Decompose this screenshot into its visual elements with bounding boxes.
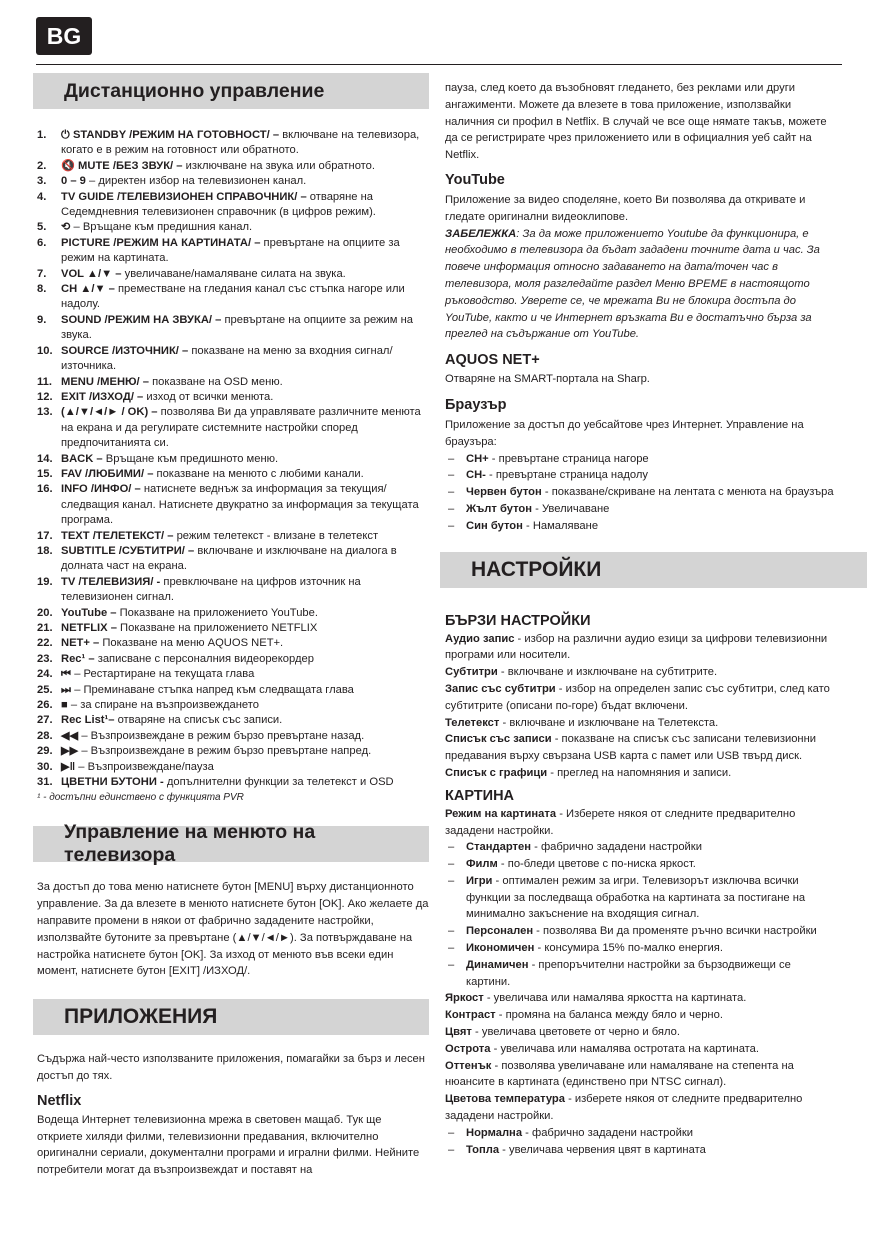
quick-setting-item [445,664,836,681]
browser-control-item [440,451,836,468]
aquos-text: Отваряне на SMART-портала на Sharp. [445,373,650,386]
setting-text: - изберете някоя от следните предварително зададени настройки. [445,1093,803,1123]
quick-setting-item [445,715,836,732]
item-body [61,220,429,235]
item-body [61,760,429,775]
item-body [61,636,429,651]
item-number: 10. [37,344,53,357]
item-number: 26. [37,699,53,712]
remote-button-label: ЦВЕТНИ БУТОНИ - [61,776,164,789]
item-body [61,128,429,159]
picture-modes-list [440,839,836,990]
remote-button-label: (▲/▼/◄/► / OK) – [61,406,158,419]
color-temp-list [440,1125,836,1159]
remote-list-item [33,174,429,189]
item-number: 31. [37,776,53,789]
dash-bullet: – [448,502,455,515]
dash-item-label: Топла [466,1143,500,1156]
setting-label: Запис със субтитри [445,682,556,695]
netflix-text-part2: пауза, след което да възобновят гледането, без реклами или други ангажименти. Можете да влезете в това приложение, използвайки наличния си профил в Netflix. В случай че все още нямате такъв, можете да се регистрирате чрез приложението или в официалния уеб сайт на Netflix. [445,82,827,162]
item-body [61,621,429,636]
item-body [61,652,429,667]
remote-button-description: отваряне на Седемдневния телевизионен справочник (в цифров режим). [61,190,376,219]
remote-button-description: показване на менюто с любими канали. [153,467,364,480]
remote-button-description: увеличаване/намаляване силата на звука. [121,267,346,280]
item-number: 29. [37,745,53,758]
remote-button-description: – за спиране на възпроизвеждането [70,699,259,712]
remote-button-label: NETFLIX – [61,622,117,634]
setting-text: - избор на определен запис със субтитри, след като субтитрите (описани по-горе) бъдат включени. [445,682,830,712]
item-number: 17. [37,529,53,542]
remote-button-label: SOUND /РЕЖИМ НА ЗВУКА/ – [61,313,222,326]
quick-setting-item [445,765,836,782]
item-body [61,698,429,713]
remote-list-item [33,159,429,174]
remote-button-icon: ■ [61,699,68,712]
dash-item-body [466,923,817,940]
remote-button-label: BACK – [61,452,103,465]
dash-item-text: - консумира 15% по-малко енергия. [534,942,723,955]
remote-button-label: TV GUIDE /ТЕЛЕВИЗИОНЕН СПРАВОЧНИК/ – [61,190,307,203]
color-temp-item [440,1142,836,1159]
quick-setting-item [445,681,836,715]
remote-button-label: MUTE /БЕЗ ЗВУК/ – [78,159,183,172]
aquos-title: AQUOS NET+ [445,352,540,369]
setting-text: - увеличава цветовете от черно и бяло. [471,1026,680,1039]
browser-text: Приложение за достъп до уебсайтове чрез Интернет. Управление на браузъра: [445,418,804,448]
setting-label: Яркост [445,992,484,1005]
setting-text: - избор на различни аудио езици за цифрови телевизионни програми или носители. [445,632,828,662]
remote-button-description: – Възпроизвеждане в режим бързо превъртане напред. [81,745,372,758]
remote-list-item [33,128,429,159]
dash-item-body [466,1125,693,1142]
dash-item-text: - фабрично зададени настройки [522,1126,693,1139]
remote-list-item [33,375,429,390]
item-body [61,744,429,759]
dash-item-label: Син бутон [466,519,523,532]
dash-item-label: Динамичен [466,958,529,971]
item-number: 19. [37,575,53,588]
youtube-title: YouTube [445,171,505,188]
remote-list-item [33,452,429,467]
picture-setting-item [445,1007,836,1024]
setting-label: Аудио запис [445,632,515,645]
remote-list-item [33,621,429,636]
language-badge: BG [36,17,92,55]
item-body [61,267,429,282]
item-number: 3. [37,175,47,188]
item-number: 4. [37,190,47,203]
remote-button-description: преместване на гледания канал със стъпка нагоре или надолу. [61,283,405,311]
menu-section-title: Управление на менюто на телевизора [33,826,429,862]
dash-bullet: – [448,841,455,854]
dash-item-text: - фабрично зададени настройки [531,841,702,854]
remote-list-item [33,683,429,698]
remote-button-description: режим телетекст - влизане в телетекст [173,529,379,542]
remote-button-description: превъртане на опциите за режим на звука. [61,313,413,342]
dash-bullet: – [448,925,455,938]
setting-text: - включване и изключване на субтитрите. [497,666,718,679]
item-body [61,159,429,174]
youtube-text: Приложение за видео споделяне, което Ви позволява да откривате и гледате оригинални видеоклипове. [445,193,806,223]
remote-button-description: допълнителни функции за телетекст и OSD [163,776,394,789]
item-number: 28. [37,729,53,742]
dash-item-body [466,484,834,501]
top-divider [36,64,842,65]
item-number: 18. [37,544,53,557]
dash-item-text: - Намаляване [522,519,599,532]
browser-control-item [440,518,836,535]
remote-button-description: – Рестартиране на текущата глава [74,668,255,681]
remote-button-label: CH ▲/▼ – [61,283,115,296]
browser-control-item [440,467,836,484]
remote-button-icon: ◀◀ [61,729,79,742]
remote-button-description: позволява Ви да управлявате различните менюта на екрана и да регулирате системните настройки според предпочитанията си. [61,406,421,450]
item-body [61,606,429,621]
remote-button-description: записване с персоналния видеорекордер [94,652,314,665]
dash-bullet: – [448,958,455,971]
item-body [61,452,429,467]
menu-section-body: За достъп до това меню натиснете бутон [MENU] върху дистанционното управление. За да влезете в менюто натиснете бутон [OK]. Ако желаете да направите промени в някои от фабрично зададените настройки, използвайте бутоните за превъртане (▲/▼/◄/►). За потвърждаване на настройка натиснете бутон [OK]. За изход от менюто във всеки един момент, натиснете бутон [EXIT] /ИЗХОД/. [37,881,429,978]
setting-label: Списък с графици [445,766,548,779]
remote-button-icon: 🔇 [61,159,75,172]
item-number: 11. [37,375,52,388]
item-body [61,236,429,267]
browser-list [440,451,836,535]
dash-item-label: CH- [466,469,486,482]
item-number: 21. [37,622,53,634]
remote-list-item [33,606,429,621]
dash-item-body [466,957,836,991]
item-body [61,667,429,682]
picture-setting-item [445,1024,836,1041]
dash-bullet: – [448,874,455,887]
remote-list-item [33,220,429,235]
item-body [61,313,429,344]
setting-text: - преглед на напомняния и записи. [547,766,732,779]
dash-item-text: - позволява Ви да променяте ръчно всички настройки [533,925,817,938]
setting-text: - промяна на баланса между бяло и черно. [495,1009,723,1022]
dash-item-label: CH+ [466,452,489,465]
remote-button-description: отваряне на списък със записи. [114,714,283,727]
item-body [61,729,429,744]
picture-setting-item [445,1041,836,1058]
remote-button-icon: ⏻ [61,129,70,141]
item-body [61,282,429,313]
remote-button-label: NET+ – [61,637,100,650]
browser-control-item [440,484,836,501]
dash-item-label: Жълт бутон [466,502,533,515]
youtube-note-text: : За да може приложението Youtube да функционира, е необходимо в телевизора да бъдат зададени точните дата и час. За повече информация относно задаването на дата/точен час в телевизора, моля разгледайте раздел Меню ВРЕМЕ в настоящото ръководство. Уверете се, че мрежата Ви не блокира достъпа до YouTube, както и че Интернет връзката Ви е достатъчно бърза за преглед на съдържание от YouTube. [445,227,820,341]
picture-mode-item [440,923,836,940]
item-number: 27. [37,714,53,727]
remote-list [33,128,429,790]
remote-list-item [33,636,429,651]
dash-item-text: - показване/скриване на лентата с менюта на браузъра [541,486,834,499]
remote-list-item [33,698,429,713]
picture-title: КАРТИНА [445,787,515,804]
dash-item-body [466,856,696,873]
picture-mode-item [440,940,836,957]
dash-item-body [466,940,723,957]
dash-item-body [466,839,702,856]
netflix-text-part1: Водеща Интернет телевизионна мрежа в световен мащаб. Тук ще откриете хиляди филми, телевизионни предавания, включително оригинални сериали, документални програми и игрални филми. Нейните потребители могат да възпроизвеждат и поставят на [37,1113,420,1177]
setting-label: Субтитри [445,666,498,679]
apps-section-title: ПРИЛОЖЕНИЯ [33,999,429,1035]
remote-button-icon: ⟲ [61,221,71,234]
dash-item-body [466,518,598,535]
picture-setting-item [445,1091,836,1125]
remote-list-item [33,667,429,682]
item-number: 7. [37,267,47,280]
dash-item-body [466,873,836,923]
item-number: 9. [37,313,47,326]
remote-list-item [33,313,429,344]
item-body [61,713,429,728]
remote-footnote: ¹ - достъпни единствено с функцията PVR [37,792,244,804]
dash-item-label: Игри [466,874,493,887]
item-number: 20. [37,606,53,619]
remote-list-item [33,529,429,544]
apps-intro: Съдържа най-често използваните приложения, помагайки за бърз и лесен достъп до тях. [37,1053,425,1083]
right-column [440,80,836,1158]
remote-list-item [33,467,429,482]
setting-label: Цвят [445,1026,472,1039]
dash-item-body [466,1142,706,1159]
remote-button-description: превключване на цифров източник на телевизионен сигнал. [61,575,361,604]
remote-list-item [33,390,429,405]
remote-list-item [33,282,429,313]
item-body [61,775,429,790]
item-body [61,190,429,221]
picture-mode-item [440,873,836,923]
setting-label: Острота [445,1042,491,1055]
item-body [61,467,429,482]
picture-setting-item [445,990,836,1007]
remote-button-description: изход от всички менюта. [143,390,274,403]
setting-text: - позволява увеличаване или намаляване на степента на нюансите в картината (единствено при NTSC сигнал). [445,1059,794,1089]
remote-button-description: включване и изключване на диалога в долната част на екрана. [61,544,397,573]
remote-button-label: MENU /МЕНЮ/ – [61,375,149,388]
remote-button-label: Rec List¹– [61,714,115,727]
item-body [61,375,429,390]
item-number: 25. [37,683,53,696]
remote-list-item [33,190,429,221]
dash-item-label: Персонален [466,925,534,938]
item-number: 24. [37,668,53,681]
picture-mode-item [440,839,836,856]
picture-settings-list [440,990,836,1124]
left-column [33,70,429,1179]
item-number: 15. [37,467,53,480]
remote-list-item [33,344,429,375]
setting-label: Оттенък [445,1059,492,1072]
remote-button-label: PICTURE /РЕЖИМ НА КАРТИНАТА/ – [61,236,261,249]
remote-list-item [33,760,429,775]
item-body [61,683,429,698]
remote-button-label: EXIT /ИЗХОД/ – [61,390,144,403]
remote-button-label: 0 – 9 [61,175,86,188]
item-number: 14. [37,452,53,465]
remote-section-title: Дистанционно управление [33,73,429,109]
remote-button-label: YouTube – [61,606,117,619]
dash-item-label: Червен бутон [466,486,542,499]
picture-mode [440,806,836,840]
dash-item-label: Филм [466,858,498,871]
setting-text: - увеличава или намалява яркостта на картината. [483,992,747,1005]
setting-text: - увеличава или намалява остротата на картината. [490,1042,760,1055]
remote-button-description: – Възпроизвеждане/пауза [78,760,214,773]
item-number: 5. [37,221,47,234]
picture-mode-text: - Изберете някоя от следните предварително зададени настройки. [445,807,796,837]
remote-button-description: изключване на звука или обратното. [182,159,375,172]
remote-button-description: натиснете веднъж за информация за текущия/следващия канал. Натиснете двукратно за информация за текущата програма. [61,483,419,527]
item-number: 30. [37,760,53,773]
dash-item-text: - Увеличаване [532,502,610,515]
remote-button-label: TV /ТЕЛЕВИЗИЯ/ - [61,575,161,588]
browser-title: Браузър [445,396,507,413]
dash-bullet: – [448,469,455,482]
dash-item-text: - увеличава червения цвят в картината [499,1143,706,1156]
dash-bullet: – [448,486,455,499]
remote-button-label: INFO /ИНФО/ – [61,483,141,496]
setting-label: Цветова температура [445,1093,565,1106]
item-body [61,174,429,189]
netflix-title: Netflix [37,1092,82,1109]
remote-button-description: Връщане към предишното меню. [102,452,279,465]
browser-control-item [440,501,836,518]
picture-setting-item [445,1058,836,1092]
setting-label: Телетекст [445,716,500,729]
dash-item-text: - по-бледи цветове с по-ниска яркост. [497,858,696,871]
remote-button-label: VOL ▲/▼ – [61,267,122,280]
item-body [61,482,429,528]
dash-bullet: – [448,942,455,955]
item-number: 13. [37,406,53,419]
item-number: 2. [37,159,47,172]
picture-mode-item [440,856,836,873]
item-body [61,575,429,606]
remote-button-label: SOURCE /ИЗТОЧНИК/ – [61,344,189,357]
setting-text: - включване и изключване на Телетекста. [499,716,719,729]
remote-list-item [33,744,429,759]
dash-bullet: – [448,452,455,465]
item-number: 23. [37,652,53,665]
dash-bullet: – [448,858,455,871]
color-temp-item [440,1125,836,1142]
quick-settings-list [440,631,836,782]
remote-button-label: TEXT /ТЕЛЕТЕКСТ/ – [61,529,174,542]
dash-item-label: Нормална [466,1126,523,1139]
dash-item-text: - оптимален режим за игри. Телевизорът изключва всички функции за последваща обработка на картината за постигане на минимално закъснение на входящия сигнал. [466,874,806,921]
remote-list-item [33,482,429,528]
dash-item-text: - превъртане страница нагоре [488,452,649,465]
remote-button-description: Показване на приложението NETFLIX [116,622,318,634]
dash-item-text: - превъртане страница надолу [485,469,648,482]
item-number: 16. [37,483,53,496]
remote-list-item [33,405,429,451]
item-body [61,405,429,451]
youtube-note [440,226,836,344]
setting-label: Контраст [445,1009,496,1022]
dash-item-body [466,467,648,484]
dash-item-body [466,451,649,468]
remote-button-icon: ▶▶ [61,745,79,758]
remote-button-description: показване на OSD меню. [149,375,283,388]
dash-bullet: – [448,519,455,532]
remote-button-description: Показване на приложението YouTube. [116,606,318,619]
remote-button-description: – Възпроизвеждане в режим бързо превъртане назад. [81,729,365,742]
remote-list-item [33,575,429,606]
dash-item-body [466,501,609,518]
remote-button-icon: ▶‖ [61,760,76,773]
remote-button-description: – Връщане към предишния канал. [73,221,253,234]
setting-text: - показване на списък със записани телевизионни предавания върху свързана USB карта с памет или USB твърд диск. [445,733,817,763]
remote-button-label: SUBTITLE /СУБТИТРИ/ – [61,544,195,557]
remote-list-item [33,267,429,282]
item-body [61,344,429,375]
dash-item-label: Стандартен [466,841,532,854]
dash-bullet: – [448,1143,455,1156]
remote-button-description: – Преминаване стъпка напред към следващата глава [74,683,354,696]
remote-button-icon: ⏭ [61,683,72,696]
remote-button-description: включване на телевизора, когато е в режим на готовност или обратното. [61,129,420,157]
item-body [61,529,429,544]
youtube-note-label: ЗАБЕЛЕЖКА [445,227,517,240]
remote-button-description: показване на меню за входния сигнал/източника. [61,344,393,373]
remote-button-label: STANDBY /РЕЖИМ НА ГОТОВНОСТ/ – [72,129,280,141]
item-number: 12. [37,390,53,403]
setting-label: Списък със записи [445,733,552,746]
dash-bullet: – [448,1126,455,1139]
remote-list-item [33,652,429,667]
picture-mode-item [440,957,836,991]
item-number: 1. [37,129,47,141]
picture-mode-label: Режим на картината [445,807,557,820]
remote-list-item [33,544,429,575]
remote-button-description: Показване на меню AQUOS NET+. [99,637,284,650]
dash-item-label: Икономичен [466,942,535,955]
item-body [61,544,429,575]
item-number: 22. [37,637,53,650]
quick-setting-item [445,631,836,665]
remote-button-description: – директен избор на телевизионен канал. [85,175,307,188]
remote-list-item [33,775,429,790]
item-body [61,390,429,405]
quick-settings-title: БЪРЗИ НАСТРОЙКИ [445,612,591,629]
remote-button-description: превъртане на опциите за режим на картината. [61,236,400,265]
settings-section-title: НАСТРОЙКИ [440,552,867,588]
remote-button-icon: ⏮ [61,668,72,681]
remote-button-label: Rec¹ – [61,652,95,665]
dash-item-text: - препоръчителни настройки за бързодвижещи се картини. [466,958,791,988]
remote-list-item [33,729,429,744]
remote-list-item [33,236,429,267]
item-number: 6. [37,236,47,249]
remote-list-item [33,713,429,728]
item-number: 8. [37,283,47,296]
remote-button-label: FAV /ЛЮБИМИ/ – [61,467,154,480]
quick-setting-item [445,731,836,765]
